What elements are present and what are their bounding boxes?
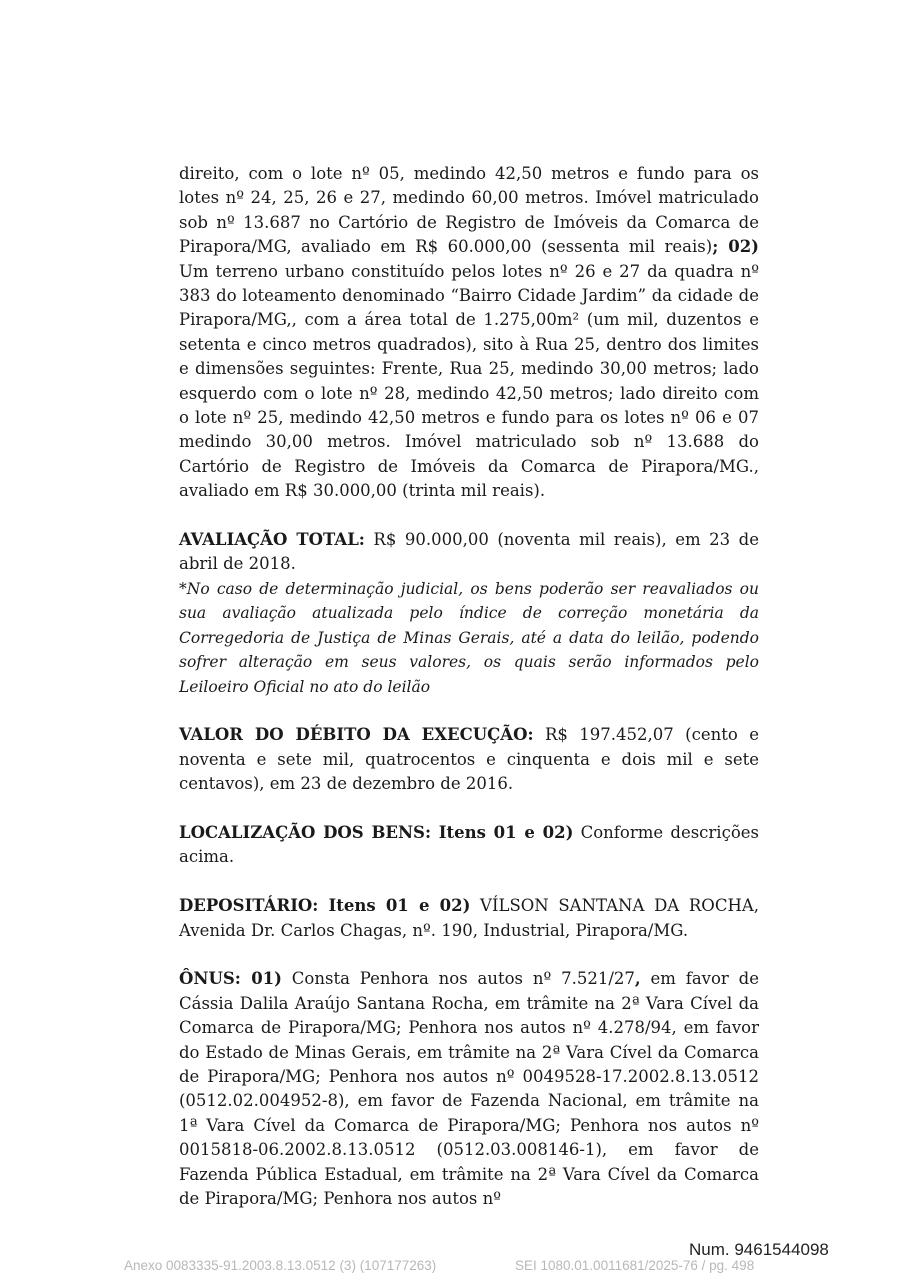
localizacao-paragraph	[179, 821, 759, 870]
onus-comma: ,	[634, 969, 641, 989]
depositario-text: VÍLSON SANTANA DA ROCHA, Avenida Dr. Carlos Chagas, nº. 190, Industrial, Pirapora/MG.	[179, 896, 760, 940]
valor-debito-label: VALOR DO DÉBITO DA EXECUÇÃO:	[179, 725, 534, 745]
onus-text-a: Consta Penhora nos autos nº 7.521/27	[281, 969, 635, 989]
property-text-a: direito, com o lote nº 05, medindo 42,50 metros e fundo para os lotes nº 24, 25, 26 e 27, medindo 60,00 metros. Imóvel matriculado sob nº 13.687 no Cartório de Registro de Imóveis da Comarca de Pirapora/MG, avaliado em R$ 60.000,00 (sessenta mil reais)	[179, 164, 759, 257]
document-body	[179, 162, 759, 1236]
depositario-label: DEPOSITÁRIO: Itens 01 e 02)	[179, 896, 471, 916]
property-description-paragraph	[179, 162, 759, 504]
valor-debito-text: R$ 197.452,07 (cento e noventa e sete mil, quatrocentos e cinquenta e dois mil e sete centavos), em 23 de dezembro de 2016.	[179, 725, 759, 794]
avaliacao-note: *No caso de determinação judicial, os bens poderão ser reavaliados ou sua avaliação atualizada pelo índice de correção monetária da Corregedoria de Justiça de Minas Gerais, até a data do leilão, podendo sofrer alteração em seus valores, os quais serão informados pelo Leiloeiro Oficial no ato do leilão	[179, 579, 759, 696]
item-02-label: 02)	[728, 237, 759, 257]
valor-debito-paragraph	[179, 723, 759, 796]
avaliacao-label: AVALIAÇÃO TOTAL:	[179, 530, 365, 550]
avaliacao-paragraph	[179, 528, 759, 577]
depositario-paragraph	[179, 894, 759, 943]
onus-paragraph	[179, 967, 759, 1211]
sei-page-reference: SEI 1080.01.0011681/2025-76 / pg. 498	[515, 1258, 755, 1273]
avaliacao-text: R$ 90.000,00 (noventa mil reais), em 23 de abril de 2018.	[179, 530, 759, 574]
annex-reference: Anexo 0083335-91.2003.8.13.0512 (3) (107177263)	[124, 1258, 437, 1273]
separator: ;	[712, 237, 729, 257]
onus-text-b: em favor de Cássia Dalila Araújo Santana Rocha, em trâmite na 2ª Vara Cível da Comarca de Pirapora/MG; Penhora nos autos nº 4.278/94, em favor do Estado de Minas Gerais, em trâmite na 2ª Vara Cível da Comarca de Pirapora/MG; Penhora nos autos nº 0049528-17.2002.8.13.0512 (0512.02.004952-8), em favor de Fazenda Nacional, em trâmite na 1ª Vara Cível da Comarca de Pirapora/MG; Penhora nos autos nº 0015818-06.2002.8.13.0512 (0512.03.008146-1), em favor de Fazenda Pública Estadual, em trâmite na 2ª Vara Cível da Comarca de Pirapora/MG; Penhora nos autos nº	[179, 969, 759, 1208]
localizacao-label: LOCALIZAÇÃO DOS BENS: Itens 01 e 02)	[179, 822, 574, 842]
document-number: Num. 9461544098	[689, 1240, 829, 1259]
onus-label: ÔNUS: 01)	[179, 969, 282, 989]
property-text-b: Um terreno urbano constituído pelos lotes nº 26 e 27 da quadra nº 383 do loteamento denominado “Bairro Cidade Jardim” da cidade de Pirapora/MG,, com a área total de 1.275,00m² (um mil, duzentos e setenta e cinco metros quadrados), sito à Rua 25, dentro dos limites e dimensões seguintes: Frente, Rua 25, medindo 30,00 metros; lado esquerdo com o lote nº 28, medindo 42,50 metros; lado direito com o lote nº 25, medindo 42,50 metros e fundo para os lotes nº 06 e 07 medindo 30,00 metros. Imóvel matriculado sob nº 13.688 do Cartório de Registro de Imóveis da Comarca de Pirapora/MG., avaliado em R$ 30.000,00 (trinta mil reais).	[179, 261, 759, 501]
localizacao-text: Conforme descrições acima.	[179, 822, 759, 867]
